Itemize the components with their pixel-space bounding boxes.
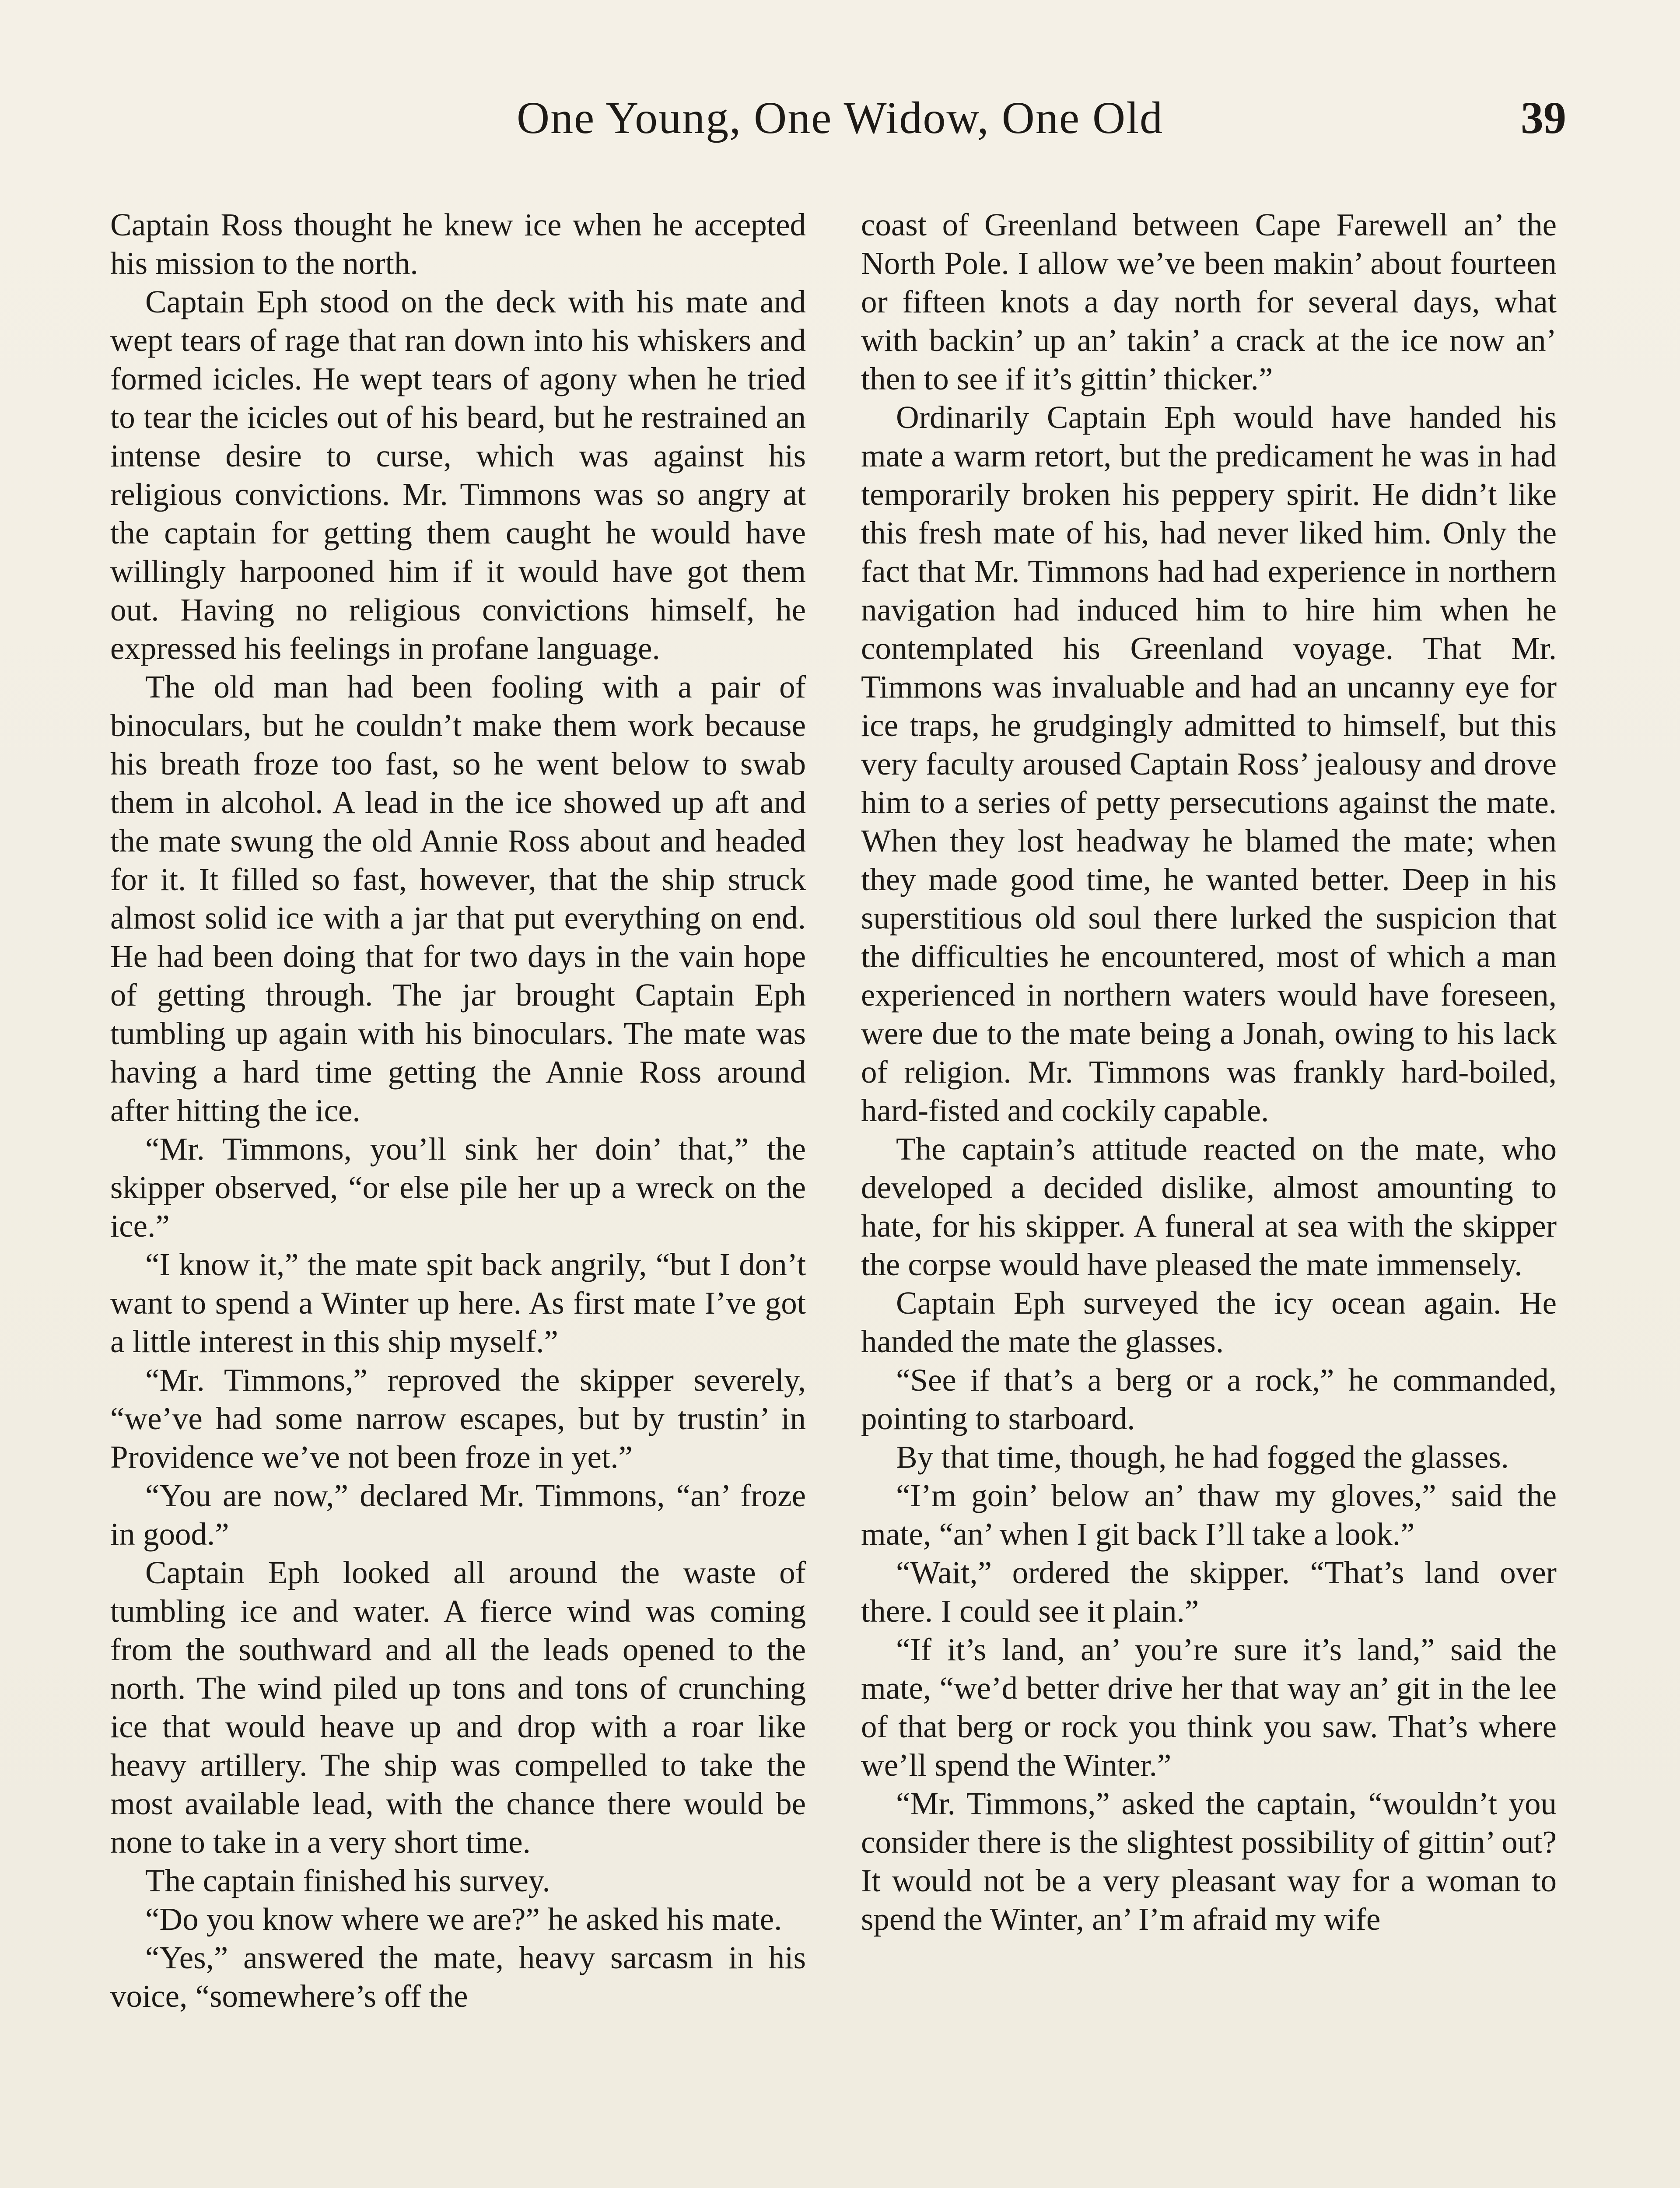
paragraph: Captain Eph looked all around the waste of tumbling ice and water. A fierce wind was coming from the southward and all the leads opened to the north. The wind piled up tons and tons of crunching ice that would heave up and drop with a roar like heavy artillery. The ship was compelled to take the most available lead, with the chance there would be none to take in a very short time. (110, 1555, 806, 1860)
paragraph: “See if that’s a berg or a rock,” he commanded, pointing to starboard. (861, 1362, 1557, 1436)
paragraph: “Mr. Timmons,” asked the captain, “wouldn’t you consider there is the slightest possibility of gittin’ out? It would not be a very pleasant way for a woman to spend the Winter, an’ I’m afraid my wife (861, 1786, 1557, 1937)
paragraph: The captain’s attitude reacted on the mate, who developed a decided dislike, almost amounting to hate, for his skipper. A funeral at sea with the skipper the corpse would have pleased the mate immensely. (861, 1131, 1557, 1282)
paragraph: Captain Ross thought he knew ice when he accepted his mission to the north. (110, 207, 806, 281)
paragraph: “I know it,” the mate spit back angrily, “but I don’t want to spend a Winter up here. As first mate I’ve got a little interest in this ship myself.” (110, 1247, 806, 1359)
paragraph: Ordinarily Captain Eph would have handed his mate a warm retort, but the predicament he was in had temporarily broken his peppery spirit. He didn’t like this fresh mate of his, had never liked him. Only the fact that Mr. Timmons had had experience in northern navigation had induced him to hire him when he contemplated his Greenland voyage. That Mr. Timmons was invaluable and had an uncanny eye for ice traps, he grudgingly admitted to himself, but this very faculty aroused Captain Ross’ jealousy and drove him to a series of petty persecutions against the mate. When they lost headway he blamed the mate; when they made good time, he wanted better. Deep in his superstitious old soul there lurked the suspicion that the difficulties he encountered, most of which a man experienced in northern waters would have foreseen, were due to the mate being a Jonah, owing to his lack of religion. Mr. Timmons was frankly hard-boiled, hard-fisted and cockily capable. (861, 400, 1557, 1128)
paragraph: Captain Eph stood on the deck with his mate and wept tears of rage that ran down into his whiskers and formed icicles. He wept tears of agony when he tried to tear the icicles out of his beard, but he restrained an intense desire to curse, which was against his religious convictions. Mr. Timmons was so angry at the captain for getting them caught he would have willingly harpooned him if it would have got them out. Having no religious convictions himself, he expressed his feelings in profane language. (110, 284, 806, 666)
paragraph: The old man had been fooling with a pair of binoculars, but he couldn’t make them work because his breath froze too fast, so he went below to swab them in alcohol. A lead in the ice showed up aft and the mate swung the old Annie Ross about and headed for it. It filled so fast, however, that the ship struck almost solid ice with a jar that put everything on end. He had been doing that for two days in the vain hope of getting through. The jar brought Captain Eph tumbling up again with his binoculars. The mate was having a hard time getting the Annie Ross around after hitting the ice. (110, 669, 806, 1128)
paragraph: “I’m goin’ below an’ thaw my gloves,” said the mate, “an’ when I git back I’ll take a look.” (861, 1478, 1557, 1552)
page-number: 39 (1521, 93, 1566, 143)
right-column (861, 206, 1557, 2188)
paragraph: “Yes,” answered the mate, heavy sarcasm in his voice, “somewhere’s off the (110, 1940, 806, 2014)
paragraph: “Do you know where we are?” he asked his mate. (145, 1901, 782, 1937)
paragraph: “Wait,” ordered the skipper. “That’s land over there. I could see it plain.” (861, 1555, 1557, 1629)
paragraph: coast of Greenland between Cape Farewell an’ the North Pole. I allow we’ve been makin’ about fourteen or fifteen knots a day north for several days, what with backin’ up an’ takin’ a crack at the ice now an’ then to see if it’s gittin’ thicker.” (861, 207, 1557, 396)
paragraph: “You are now,” declared Mr. Timmons, “an’ froze in good.” (110, 1478, 806, 1552)
paragraph: “Mr. Timmons, you’ll sink her doin’ that,” the skipper observed, “or else pile her up a wreck on the ice.” (110, 1131, 806, 1244)
paragraph: By that time, though, he had fogged the glasses. (896, 1439, 1509, 1475)
paragraph: Captain Eph surveyed the icy ocean again. He handed the mate the glasses. (861, 1285, 1557, 1359)
paragraph: The captain finished his survey. (145, 1863, 550, 1898)
paragraph: “Mr. Timmons,” reproved the skipper severely, “we’ve had some narrow escapes, but by trustin’ in Providence we’ve not been froze in yet.” (110, 1362, 806, 1475)
left-column (110, 206, 806, 2188)
running-title: One Young, One Widow, One Old (517, 93, 1163, 143)
page-header (105, 92, 1575, 158)
paragraph: “If it’s land, an’ you’re sure it’s land,” said the mate, “we’d better drive her that way an’ git in the lee of that berg or rock you think you saw. That’s where we’ll spend the Winter.” (861, 1632, 1557, 1783)
